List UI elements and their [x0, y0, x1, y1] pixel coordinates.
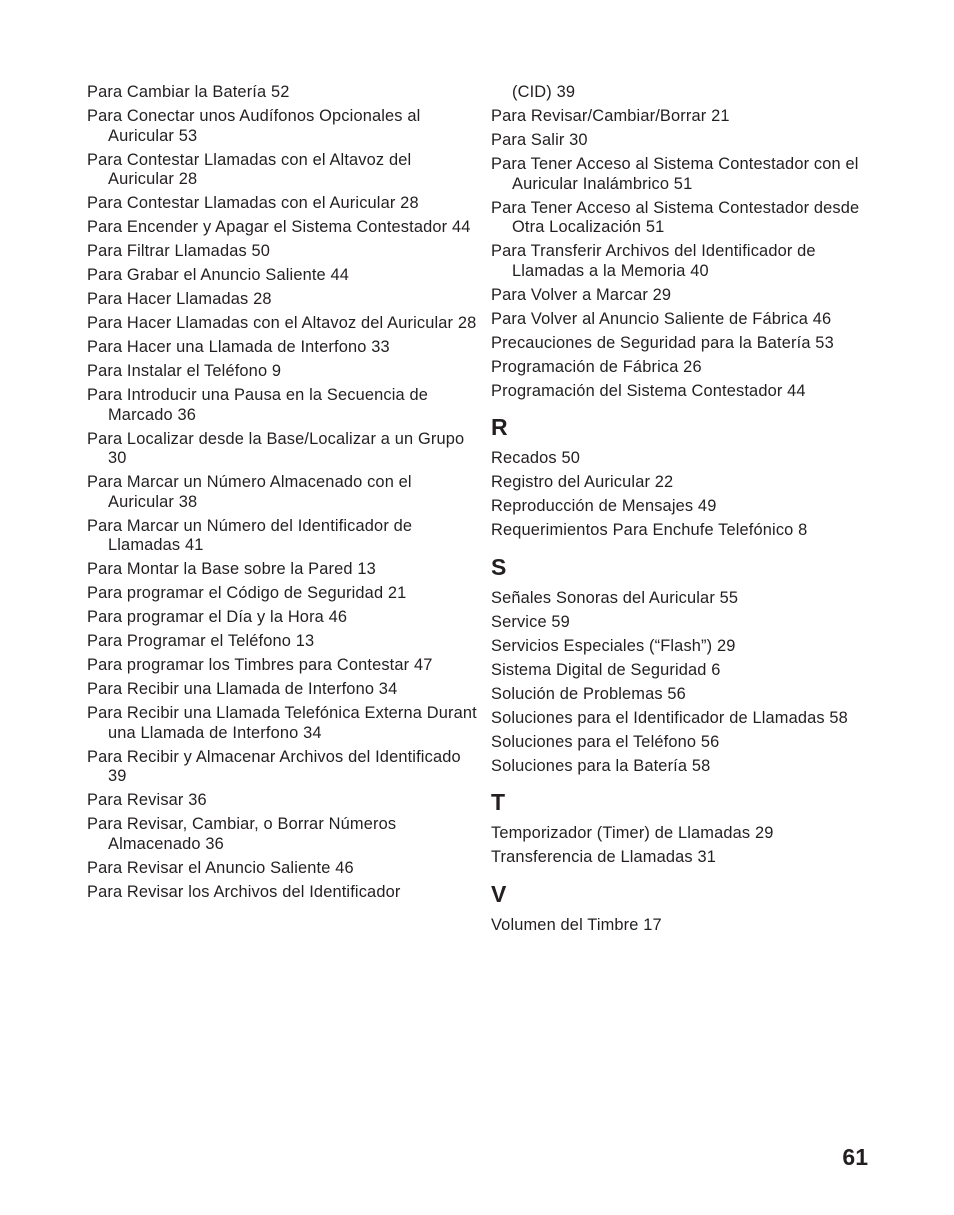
index-entry: Señales Sonoras del Auricular 55 — [491, 588, 739, 607]
index-entry: Para Recibir una Llamada de Interfono 34 — [87, 680, 398, 698]
index-entry: Soluciones para la Batería 58 — [491, 756, 711, 775]
index-entry: Para Revisar/Cambiar/Borrar 21 — [491, 107, 730, 125]
index-entry: Para programar los Timbres para Contestar 47 — [87, 656, 433, 674]
index-entry: Para Hacer Llamadas 28 — [87, 290, 272, 308]
index-entry: Para Instalar el Teléfono 9 — [87, 362, 282, 380]
index-entry: Service 59 — [491, 612, 570, 631]
index-entry: Para Recibir una Llamada Telefónica Externa Durant una Llamada de Interfono 34 — [87, 704, 477, 742]
index-entry: Solución de Problemas 56 — [491, 684, 686, 703]
index-entry: Para Volver a Marcar 29 — [491, 285, 672, 304]
index-entry: Para programar el Código de Seguridad 21 — [87, 584, 407, 602]
index-entry: Recados 50 — [491, 449, 580, 467]
section-letter-v: V — [491, 880, 507, 907]
index-entry: Para Marcar un Número del Identificador de Llamadas 41 — [87, 516, 413, 554]
index-entry: Para Volver al Anuncio Saliente de Fábrica 46 — [491, 309, 832, 328]
index-entry: Para Hacer una Llamada de Interfono 33 — [87, 338, 390, 356]
index-entry: Para Recibir y Almacenar Archivos del Identificado 39 — [87, 747, 461, 785]
index-entry: Para programar el Día y la Hora 46 — [87, 608, 348, 626]
index-entry: Para Programar el Teléfono 13 — [87, 632, 315, 650]
index-entry: Para Contestar Llamadas con el Altavoz del Auricular 28 — [87, 150, 412, 188]
page-number: 61 — [842, 1144, 868, 1170]
index-entry: Para Localizar desde la Base/Localizar a un Grupo 30 — [87, 429, 465, 467]
index-entry-continuation: (CID) 39 — [512, 83, 576, 101]
index-entry: Volumen del Timbre 17 — [491, 915, 662, 934]
index-entry: Para Transferir Archivos del Identificador de Llamadas a la Memoria 40 — [491, 242, 816, 280]
index-entry: Para Tener Acceso al Sistema Contestador desde Otra Localización 51 — [491, 198, 860, 236]
index-entry: Transferencia de Llamadas 31 — [491, 848, 716, 866]
index-entry: Para Salir 30 — [491, 131, 588, 149]
index-entry: Para Conectar unos Audífonos Opcionales al Auricular 53 — [87, 107, 421, 145]
index-entry: Para Tener Acceso al Sistema Contestador con el Auricular Inalámbrico 51 — [491, 155, 859, 193]
index-entry: Servicios Especiales (“Flash”) 29 — [491, 636, 736, 655]
index-entry: Temporizador (Timer) de Llamadas 29 — [491, 824, 774, 842]
section-letter-t: T — [491, 789, 506, 815]
section-letter-s: S — [491, 553, 507, 580]
index-entry: Para Cambiar la Batería 52 — [87, 83, 290, 101]
index-entry: Registro del Auricular 22 — [491, 473, 674, 491]
index-entry: Programación del Sistema Contestador 44 — [491, 381, 806, 400]
index-entry: Soluciones para el Identificador de Llamadas 58 — [491, 708, 848, 727]
index-entry: Para Revisar 36 — [87, 791, 207, 809]
index-entry: Sistema Digital de Seguridad 6 — [491, 660, 721, 679]
index-entry: Programación de Fábrica 26 — [491, 357, 702, 376]
index-left-column — [87, 83, 477, 907]
index-entry: Soluciones para el Teléfono 56 — [491, 732, 720, 751]
index-entry: Para Filtrar Llamadas 50 — [87, 242, 271, 260]
index-entry: Reproducción de Mensajes 49 — [491, 497, 717, 515]
index-entry: Para Hacer Llamadas con el Altavoz del Auricular 28 — [87, 314, 477, 332]
index-entry: Para Revisar el Anuncio Saliente 46 — [87, 858, 354, 877]
index-entry: Precauciones de Seguridad para la Batería 53 — [491, 333, 834, 352]
index-entry: Requerimientos Para Enchufe Telefónico 8 — [491, 521, 808, 539]
index-entry: Para Revisar los Archivos del Identificador — [87, 882, 401, 901]
index-entry: Para Contestar Llamadas con el Auricular 28 — [87, 194, 419, 212]
index-entry: Para Encender y Apagar el Sistema Contestador 44 — [87, 218, 471, 236]
index-entry: Para Introducir una Pausa en la Secuencia de Marcado 36 — [87, 386, 429, 424]
index-entry: Para Revisar, Cambiar, o Borrar Números Almacenado 36 — [87, 815, 397, 853]
index-entry: Para Montar la Base sobre la Pared 13 — [87, 560, 376, 578]
section-letter-r: R — [491, 414, 508, 440]
index-right-column — [491, 83, 891, 940]
index-entry: Para Grabar el Anuncio Saliente 44 — [87, 266, 350, 284]
index-entry: Para Marcar un Número Almacenado con el Auricular 38 — [87, 473, 412, 511]
